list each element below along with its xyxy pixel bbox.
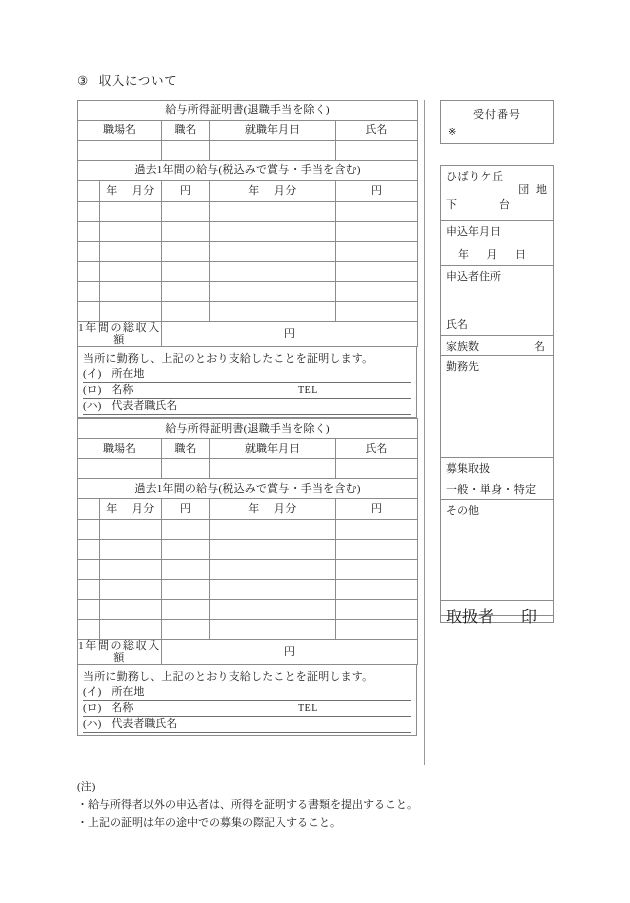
certificate-title-2: 給与所得証明書(退職手当を除く) (78, 419, 418, 439)
recruitment-row[interactable] (441, 458, 553, 500)
salary-cell-index[interactable] (78, 202, 100, 222)
salary-cell-index[interactable] (78, 222, 100, 242)
seal-icon: 印 (520, 609, 537, 626)
cert-label-representative-2: 代表者職氏名 (111, 718, 178, 731)
salary-cell-index[interactable] (78, 540, 100, 560)
recruitment-label: 募集取扱 (446, 463, 490, 475)
salary-banner-1: 過去1年間の給与(税込みで賞与・手当を含む) (78, 161, 418, 181)
value-startdate-2[interactable] (210, 459, 336, 479)
salary-col-blank-1 (78, 181, 100, 202)
cert-marker-ro-1: (ロ) (83, 384, 102, 397)
col-header-startdate-2: 就職年月日 (210, 439, 336, 459)
salary-cell-period-a[interactable] (100, 580, 162, 600)
salary-cell-period-a[interactable] (100, 282, 162, 302)
certification-company-2[interactable] (83, 701, 411, 717)
salary-cell-amount-a[interactable] (162, 600, 210, 620)
cert-tel-label-1: TEL (298, 385, 318, 397)
application-sidebar (440, 100, 554, 626)
salary-row (78, 620, 418, 640)
note-line-1: ・給与所得者以外の申込者は、所得を証明する書類を提出すること。 (77, 799, 418, 812)
value-jobtitle-1[interactable] (162, 141, 210, 161)
cert-marker-ha-2: (ハ) (83, 718, 102, 731)
fold-separator-line (424, 100, 425, 765)
salary-cell-amount-a[interactable] (162, 560, 210, 580)
salary-cell-amount-b[interactable] (336, 282, 418, 302)
value-name-1[interactable] (336, 141, 418, 161)
salary-row (78, 560, 418, 580)
salary-row (78, 202, 418, 222)
salary-cell-period-b[interactable] (210, 222, 336, 242)
danchi-dai-label: 台 (499, 199, 510, 211)
salary-cell-amount-a[interactable] (162, 202, 210, 222)
col-header-startdate-1: 就職年月日 (210, 121, 336, 141)
cert-label-company-1: 名称 (111, 384, 134, 397)
family-count-row[interactable] (441, 336, 553, 356)
applicant-name-label: 氏名 (446, 319, 468, 331)
salary-cell-period-b[interactable] (210, 302, 336, 322)
salary-cell-period-a[interactable] (100, 540, 162, 560)
salary-cell-period-b[interactable] (210, 242, 336, 262)
salary-cell-amount-a[interactable] (162, 520, 210, 540)
salary-cell-period-b[interactable] (210, 560, 336, 580)
certification-statement-1: 当所に勤務し、上記のとおり支給したことを証明します。 (83, 353, 374, 366)
col-header-workplace-1: 職場名 (78, 121, 162, 141)
workplace-label: 勤務先 (446, 361, 479, 373)
page-heading (77, 71, 177, 89)
salary-cell-amount-a[interactable] (162, 620, 210, 640)
salary-cell-period-b[interactable] (210, 282, 336, 302)
applicant-address-label: 申込者住所 (446, 271, 501, 283)
total-income-value-2[interactable]: 円 (162, 640, 418, 665)
salary-col-yen-b-1: 円 (336, 181, 418, 202)
salary-cell-period-b[interactable] (210, 580, 336, 600)
application-date-row[interactable] (441, 221, 553, 266)
col-header-jobtitle-1: 職名 (162, 121, 210, 141)
col-header-workplace-2: 職場名 (78, 439, 162, 459)
other-notes-row[interactable] (441, 500, 553, 615)
certification-address-2[interactable] (83, 685, 411, 701)
col-header-jobtitle-2: 職名 (162, 439, 210, 459)
salary-cell-amount-b[interactable] (336, 520, 418, 540)
salary-col-yen-b-2: 円 (336, 499, 418, 520)
danchi-row (441, 166, 553, 221)
salary-cell-period-b[interactable] (210, 202, 336, 222)
salary-col-yen-a-2: 円 (162, 499, 210, 520)
col-header-name-2: 氏名 (336, 439, 418, 459)
application-date-fields[interactable] (446, 246, 548, 262)
date-year-unit: 年 (458, 249, 470, 261)
salary-row (78, 262, 418, 282)
recruitment-kinds[interactable]: 一般・単身・特定 (446, 484, 537, 496)
salary-cell-amount-b[interactable] (336, 202, 418, 222)
salary-cell-amount-a[interactable] (162, 222, 210, 242)
salary-cell-index[interactable] (78, 282, 100, 302)
salary-cell-period-b[interactable] (210, 540, 336, 560)
certification-representative-2[interactable] (83, 717, 411, 733)
salary-cell-amount-a[interactable] (162, 540, 210, 560)
cert-label-representative-1: 代表者職氏名 (111, 400, 178, 413)
value-jobtitle-2[interactable] (162, 459, 210, 479)
salary-cell-index[interactable] (78, 580, 100, 600)
salary-row (78, 242, 418, 262)
cert-label-company-2: 名称 (111, 702, 134, 715)
salary-cell-period-a[interactable] (100, 620, 162, 640)
danchi-label: 団 地 (518, 184, 549, 196)
salary-cell-index[interactable] (78, 620, 100, 640)
note-line-2: ・上記の証明は年の途中での募集の際記入すること。 (77, 817, 341, 830)
salary-cell-index[interactable] (78, 302, 100, 322)
heading-text: 収入について (98, 74, 178, 88)
cert-marker-i-1: (イ) (83, 368, 102, 381)
certification-panel-2 (77, 665, 417, 736)
salary-cell-period-a[interactable] (100, 600, 162, 620)
salary-cell-period-a[interactable] (100, 202, 162, 222)
salary-cell-period-a[interactable] (100, 262, 162, 282)
handler-label: 取扱者 (446, 609, 495, 626)
value-workplace-1[interactable] (78, 141, 162, 161)
salary-cell-amount-a[interactable] (162, 302, 210, 322)
salary-cell-index[interactable] (78, 520, 100, 540)
certification-representative-1[interactable] (83, 399, 411, 415)
salary-cell-period-a[interactable] (100, 222, 162, 242)
salary-col-period-b-2: 年 月分 (210, 499, 336, 520)
salary-cell-amount-b[interactable] (336, 580, 418, 600)
salary-cell-amount-b[interactable] (336, 262, 418, 282)
value-name-2[interactable] (336, 459, 418, 479)
certification-company-1[interactable] (83, 383, 411, 399)
salary-cell-amount-b[interactable] (336, 540, 418, 560)
salary-cell-amount-b[interactable] (336, 242, 418, 262)
salary-col-period-a-1: 年 月分 (100, 181, 162, 202)
value-workplace-2[interactable] (78, 459, 162, 479)
salary-cell-index[interactable] (78, 242, 100, 262)
salary-row (78, 540, 418, 560)
cert-tel-label-2: TEL (298, 703, 318, 715)
salary-cell-amount-b[interactable] (336, 600, 418, 620)
footer-notes (77, 778, 507, 832)
salary-cell-amount-a[interactable] (162, 242, 210, 262)
total-income-label-1: 1年間の総収入額 (78, 322, 161, 347)
danchi-name: ひばりケ丘 (446, 171, 504, 183)
income-certificate-block-1 (77, 100, 417, 418)
income-certificate-block-2 (77, 418, 417, 736)
salary-col-period-a-2: 年 月分 (100, 499, 162, 520)
application-date-label: 申込年月日 (446, 226, 501, 238)
cert-label-address-1: 所在地 (111, 368, 145, 381)
salary-row (78, 302, 418, 322)
total-income-label-2: 1年間の総収入額 (78, 640, 161, 665)
cert-marker-ro-2: (ロ) (83, 702, 102, 715)
salary-cell-period-a[interactable] (100, 560, 162, 580)
salary-cell-period-b[interactable] (210, 620, 336, 640)
certification-statement-2: 当所に勤務し、上記のとおり支給したことを証明します。 (83, 671, 374, 684)
total-income-value-1[interactable]: 円 (162, 322, 418, 347)
salary-cell-amount-b[interactable] (336, 560, 418, 580)
applicant-info-box (440, 165, 554, 616)
danchi-shita-label: 下 (446, 199, 458, 211)
salary-cell-period-a[interactable] (100, 242, 162, 262)
salary-cell-index[interactable] (78, 262, 100, 282)
notes-title: (注) (77, 781, 96, 793)
income-certificates-column (77, 100, 417, 736)
applicant-address-row[interactable] (441, 266, 553, 336)
salary-cell-amount-b[interactable] (336, 620, 418, 640)
cert-marker-ha-1: (ハ) (83, 400, 102, 413)
salary-row (78, 282, 418, 302)
certificate-table-2 (77, 418, 418, 665)
receipt-number-box[interactable] (440, 100, 554, 144)
receipt-number-mark: ※ (448, 127, 457, 138)
salary-row (78, 520, 418, 540)
cert-marker-i-2: (イ) (83, 686, 102, 699)
salary-cell-amount-a[interactable] (162, 282, 210, 302)
salary-col-yen-a-1: 円 (162, 181, 210, 202)
salary-cell-index[interactable] (78, 600, 100, 620)
salary-row (78, 600, 418, 620)
salary-row (78, 222, 418, 242)
value-startdate-1[interactable] (210, 141, 336, 161)
salary-cell-period-b[interactable] (210, 520, 336, 540)
salary-cell-amount-a[interactable] (162, 580, 210, 600)
handler-box[interactable] (440, 600, 554, 626)
salary-cell-amount-b[interactable] (336, 302, 418, 322)
cert-label-address-2: 所在地 (111, 686, 145, 699)
family-count-unit: 名 (534, 341, 545, 353)
salary-col-blank-2 (78, 499, 100, 520)
workplace-row[interactable] (441, 356, 553, 458)
certificate-table-1 (77, 100, 418, 347)
salary-row (78, 580, 418, 600)
heading-marker: ③ (77, 74, 89, 88)
date-month-unit: 月 (486, 249, 498, 261)
receipt-number-label: 受付番号 (473, 109, 521, 121)
salary-cell-period-b[interactable] (210, 262, 336, 282)
col-header-name-1: 氏名 (336, 121, 418, 141)
salary-banner-2: 過去1年間の給与(税込みで賞与・手当を含む) (78, 479, 418, 499)
salary-col-period-b-1: 年 月分 (210, 181, 336, 202)
salary-cell-period-b[interactable] (210, 600, 336, 620)
certification-panel-1 (77, 347, 417, 418)
salary-cell-amount-b[interactable] (336, 222, 418, 242)
salary-cell-amount-a[interactable] (162, 262, 210, 282)
certificate-title-1: 給与所得証明書(退職手当を除く) (78, 101, 418, 121)
salary-cell-period-a[interactable] (100, 302, 162, 322)
other-notes-label: その他 (446, 505, 479, 517)
salary-cell-period-a[interactable] (100, 520, 162, 540)
family-count-label: 家族数 (446, 341, 479, 353)
certification-address-1[interactable] (83, 367, 411, 383)
salary-cell-index[interactable] (78, 560, 100, 580)
date-day-unit: 日 (515, 249, 527, 261)
